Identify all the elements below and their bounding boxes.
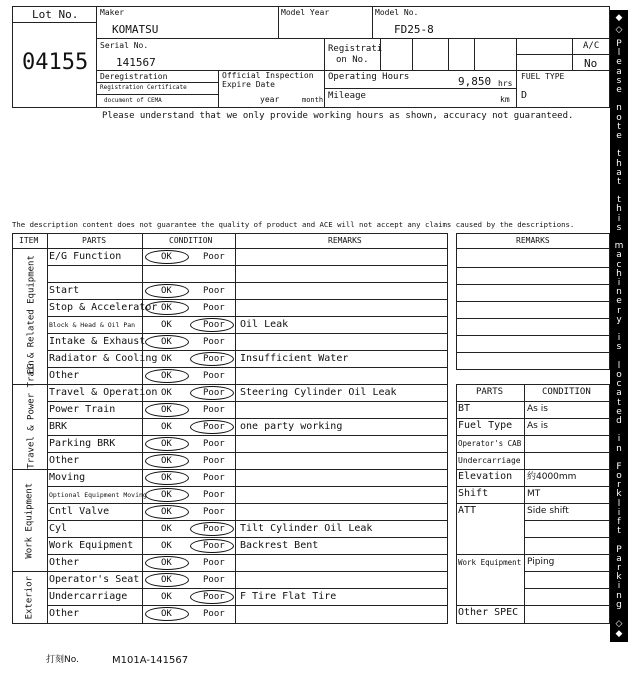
spec-row-divider [456,469,610,470]
condition-ok: OK [161,320,172,330]
spec-value: As is [527,404,548,414]
condition-ok: OK [161,405,172,415]
registration-label-2: on No. [336,55,369,65]
sidebar-letter: s [616,342,622,353]
row-divider [47,452,448,453]
model-year-label: Model Year [281,8,330,17]
remark-text: Steering Cylinder Oil Leak [240,387,397,398]
part-name: Intake & Exhaust [49,336,146,347]
poor-selected-circle [190,539,234,553]
group-label-exterior: Exterior [24,576,35,620]
condition-ok: OK [161,252,172,262]
location-notice-sidebar [610,10,628,642]
part-name: Stop & Accelerator [49,302,158,313]
sidebar-letter: t [617,526,621,537]
spec-row-divider [456,554,610,555]
group-label-travel: Travel & Power Train [26,360,37,469]
condition-ok: OK [161,592,172,602]
condition-poor: Poor [203,320,225,330]
sidebar-letter: i [617,507,621,518]
registration-certificate-label: Registration Certificate [100,84,187,91]
spec-row-divider [456,486,610,487]
condition-poor: Poor [203,439,225,449]
spec-part: BT [458,403,471,414]
group-label-work: Work Equipment [24,482,35,559]
row-divider [12,571,448,572]
sidebar-letter: i [617,333,621,344]
condition-poor: Poor [203,507,225,517]
spec-part: Operator's CAB [458,439,522,448]
condition-poor: Poor [203,337,225,347]
ok-selected-circle [145,488,189,502]
sidebar-letter: e [616,57,622,68]
col-condition-header: CONDITION [169,236,213,245]
condition-ok: OK [161,286,172,296]
deregistration-label: Deregistration [100,72,168,81]
part-name: BRK [49,421,68,432]
col-remarks-header: REMARKS [328,236,362,245]
diamond-icon: ◇ [615,25,623,35]
condition-poor: Poor [203,609,225,619]
part-name: Cyl [49,523,68,534]
fuel-type-value: D [521,90,528,101]
condition-ok: OK [161,575,172,585]
ok-selected-circle [145,250,189,264]
condition-poor: Poor [203,490,225,500]
row-divider [47,350,448,351]
part-name: Parking BRK [49,438,116,449]
condition-ok: OK [161,371,172,381]
row-divider [12,384,448,385]
spec-row-divider [456,418,610,419]
condition-poor: Poor [203,286,225,296]
poor-selected-circle [190,420,234,434]
row-divider [47,299,448,300]
serial-label: Serial No. [100,41,149,50]
serial-value: 141567 [116,56,156,69]
remark-text: Insufficient Water [240,353,349,364]
poor-selected-circle [190,590,234,604]
part-name: Undercarriage [49,591,128,602]
sidebar-letter: h [616,158,622,169]
row-divider [47,418,448,419]
sidebar-letter: y [616,314,622,325]
sidebar-letter: n [616,443,622,454]
condition-ok: OK [161,439,172,449]
row-divider [47,520,448,521]
sidebar-letter: t [617,121,621,132]
condition-ok: OK [161,541,172,551]
hrs-unit: hrs [498,79,513,88]
part-name: Block & Head & Oil Pan [49,321,136,329]
remark-text: F Tire Flat Tire [240,591,337,602]
sidebar-letter: a [616,388,622,399]
spec-value: Piping [527,557,555,567]
spec-subrow-divider [524,537,610,538]
row-divider [47,537,448,538]
sidebar-letter: r [617,563,621,574]
row-divider [47,333,448,334]
spec-row-divider [456,435,610,436]
sidebar-letter: t [617,176,621,187]
ac-label: A/C [583,41,600,51]
spec-value: MT [527,489,541,499]
diamond-icon: ◇ [615,619,623,629]
diamond-icon: ◆ [615,629,623,639]
spec-value: As is [527,421,548,431]
sidebar-letter: o [616,471,622,482]
row-divider [47,435,448,436]
registration-label-1: Registrati [328,44,383,54]
spec-subrow-divider [524,571,610,572]
condition-poor: Poor [203,524,225,534]
sidebar-letter: t [617,149,621,160]
spec-part: ATT [458,505,477,516]
group-label-eg: EG & Related Equipment [26,255,37,375]
part-name: Other [49,608,80,619]
sidebar-letter: h [616,268,622,279]
condition-ok: OK [161,456,172,466]
operating-hours-label: Operating Hours [328,72,410,82]
spec-part: Work Equipment [458,558,522,567]
inspection-label-2: Expire Date [222,80,275,89]
hours-notice: Please understand that we only provide working hours as shown, accuracy not guaranteed. [102,111,574,121]
spec-part: Elevation [458,471,513,482]
ok-selected-circle [145,437,189,451]
ok-selected-circle [145,454,189,468]
part-name: Cntl Valve [49,506,110,517]
row-divider [47,401,448,402]
spec-part: Other SPEC [458,607,519,618]
model-no-label: Model No. [375,8,419,17]
condition-ok: OK [161,507,172,517]
ok-selected-circle [145,573,189,587]
condition-poor: Poor [203,371,225,381]
cema-document-label: document of CEMA [104,97,162,104]
condition-ok: OK [161,524,172,534]
sidebar-letter: a [616,250,622,261]
col-parts-header: PARTS [82,236,107,245]
sidebar-letter: d [616,415,622,426]
row-divider [47,605,448,606]
poor-selected-circle [190,386,234,400]
sidebar-letter: i [617,213,621,224]
spec-subrow-divider [524,588,610,589]
spec-value: 約4000mm [527,472,577,482]
row-divider [47,282,448,283]
sidebar-letter: n [616,103,622,114]
sidebar-letter: t [617,195,621,206]
ok-selected-circle [145,607,189,621]
poor-selected-circle [190,522,234,536]
spec-subrow-divider [524,520,610,521]
condition-poor: Poor [203,405,225,415]
sidebar-letter: r [617,480,621,491]
diamond-icon: ◆ [615,13,623,23]
spec-part: Shift [458,488,489,499]
ac-value: No [584,57,598,70]
maker-value: KOMATSU [112,23,159,36]
sidebar-letter: g [616,599,622,610]
condition-poor: Poor [203,456,225,466]
sidebar-letter: i [617,278,621,289]
sidebar-letter: i [617,434,621,445]
sidebar-letter: P [616,544,622,555]
sidebar-letter: P [616,39,622,49]
row-divider [47,503,448,504]
sidebar-letter: f [617,517,621,528]
part-name: Other [49,370,80,381]
right-remarks-header: REMARKS [516,236,550,245]
spec-row-divider [456,452,610,453]
ok-selected-circle [145,284,189,298]
part-name: E/G Function [49,251,122,262]
stamp-label: 打刻No. [46,655,79,665]
spec-row-divider [456,401,610,402]
condition-ok: OK [161,422,172,432]
row-divider [47,265,448,266]
row-divider [47,588,448,589]
row-divider [47,316,448,317]
sidebar-letter: e [616,296,622,307]
remark-text: Backrest Bent [240,540,319,551]
part-name: Travel & Operation [49,387,158,398]
sidebar-letter: m [614,241,624,252]
sidebar-letter: a [616,66,622,77]
ok-selected-circle [145,403,189,417]
spec-part: Undercarriage [458,456,521,465]
condition-poor: Poor [203,303,225,313]
condition-ok: OK [161,558,172,568]
spec-row-divider [456,503,610,504]
poor-selected-circle [190,318,234,332]
remark-text: Oil Leak [240,319,289,330]
mileage-label: Mileage [328,91,366,101]
ok-selected-circle [145,335,189,349]
condition-ok: OK [161,337,172,347]
sidebar-letter: h [616,204,622,215]
row-divider [47,367,448,368]
sidebar-letter: s [616,222,622,233]
condition-poor: Poor [203,473,225,483]
condition-poor: Poor [203,592,225,602]
part-name: Work Equipment [49,540,134,551]
sidebar-letter: F [616,461,622,472]
ok-selected-circle [145,471,189,485]
sidebar-letter: c [616,379,622,390]
sidebar-letter: o [616,369,622,380]
sidebar-letter: e [616,406,622,417]
sidebar-letter: l [617,48,621,59]
poor-selected-circle [190,352,234,366]
sidebar-letter: o [616,112,622,123]
year-label: year [260,95,280,104]
stamp-value: M101A-141567 [112,655,189,666]
condition-ok: OK [161,490,172,500]
ok-selected-circle [145,301,189,315]
condition-ok: OK [161,609,172,619]
condition-poor: Poor [203,388,225,398]
lot-number: 04155 [22,50,89,75]
condition-poor: Poor [203,354,225,364]
condition-poor: Poor [203,422,225,432]
part-name: Start [49,285,80,296]
ok-selected-circle [145,556,189,570]
spec-col-parts: PARTS [476,387,504,397]
spec-col-condition: CONDITION [542,387,591,397]
spec-part: Fuel Type [458,420,513,431]
row-divider [12,469,448,470]
condition-ok: OK [161,303,172,313]
sidebar-letter: l [617,498,621,509]
condition-ok: OK [161,473,172,483]
sidebar-letter: k [616,489,622,500]
part-name: Power Train [49,404,116,415]
condition-poor: Poor [203,252,225,262]
part-name: Radiator & Cooling [49,353,158,364]
part-name: Other [49,455,80,466]
part-name: Optional Equipment Moving [49,491,147,499]
condition-ok: OK [161,354,172,364]
sidebar-letter: n [616,287,622,298]
sidebar-letter: t [617,397,621,408]
sidebar-letter: l [617,360,621,371]
sidebar-letter: a [616,167,622,178]
sidebar-letter: e [616,130,622,141]
row-divider [47,554,448,555]
spec-value: Side shift [527,506,569,516]
sidebar-letter: s [616,75,622,86]
lot-label: Lot No. [32,8,79,21]
km-unit: km [500,95,510,104]
sidebar-letter: i [617,581,621,592]
ok-selected-circle [145,505,189,519]
sidebar-letter: n [616,590,622,601]
inspection-label-1: Official Inspection [222,71,314,80]
ok-selected-circle [145,369,189,383]
col-item-header: ITEM [19,236,39,245]
condition-poor: Poor [203,558,225,568]
sidebar-letter: r [617,305,621,316]
part-name: Operator's Seat [49,574,140,585]
operating-hours-value: 9,850 [458,75,492,88]
remark-text: Tilt Cylinder Oil Leak [240,523,373,534]
part-name: Other [49,557,80,568]
condition-poor: Poor [203,575,225,585]
model-no-value: FD25-8 [394,23,434,36]
description-notice: The description content does not guarantee the quality of product and ACE will not accept any claims caused by the descriptions. [12,220,575,229]
sidebar-letter: a [616,553,622,564]
condition-ok: OK [161,388,172,398]
row-divider [47,486,448,487]
part-name: Moving [49,472,86,483]
sidebar-letter: e [616,84,622,95]
month-label: month [302,96,324,104]
remark-text: one party working [240,421,343,432]
sidebar-letter: k [616,572,622,583]
maker-label: Maker [100,8,125,17]
condition-poor: Poor [203,541,225,551]
sidebar-letter: c [616,259,622,270]
spec-row-divider [456,605,610,606]
fuel-type-label: FUEL TYPE [521,72,565,81]
